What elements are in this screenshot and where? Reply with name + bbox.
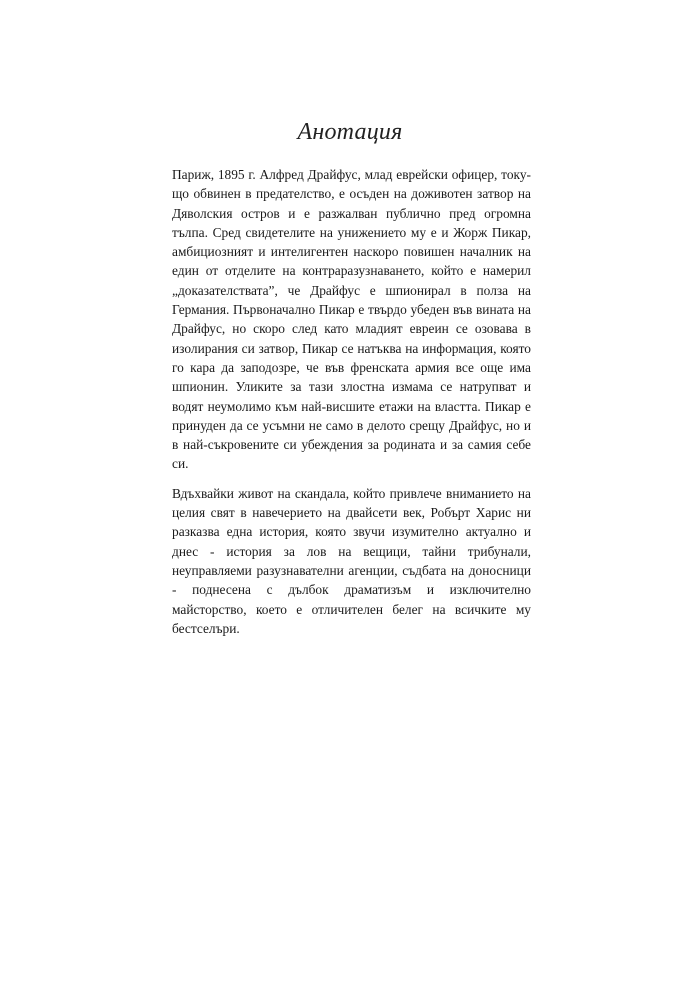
paragraph-1: Париж, 1895 г. Алфред Драйфус, млад еврейски офицер, току-що обвинен в предателство, е осъден на доживотен затвор на Дяволския остров и е разжалван публично пред огромна тълпа. Сред свидетелите на унижението му е и Жорж Пикар, амбициозният и интелигентен наскоро повишен началник на един от отделите на контраразузнаването, който е намерил „доказателствата”, че Драйфус е шпионирал в полза на Германия. Първоначално Пикар е твърдо убеден във вината на Драйфус, но скоро след като младият евреин се озовава в изолирания си затвор, Пикар се натъква на информация, която го кара да заподозре, че във френската армия все още има шпионин. Уликите за тази злостна измама се натрупват и водят неумолимо към най-висшите етажи на властта. Пикар е принуден да се усъмни не само в делото срещу Драйфус, но и в най-съкровените си убеждения за родината и за самия себе си. [172,167,531,472]
paragraph-2: Вдъхвайки живот на скандала, който привлече вниманието на целия свят в навечерието на двайсети век, Робърт Харис ни разказва една история, която звучи изумително актуално и днес - история за лов на вещици, тайни трибунали, неуправляеми разузнавателни агенции, съдбата на доносници - поднесена с дълбок драматизъм и изключително майсторство, което е отличителен белег на всичките му бестселъри. [172,485,531,636]
page-title: Анотация [297,119,403,145]
annotation-body [172,165,531,638]
